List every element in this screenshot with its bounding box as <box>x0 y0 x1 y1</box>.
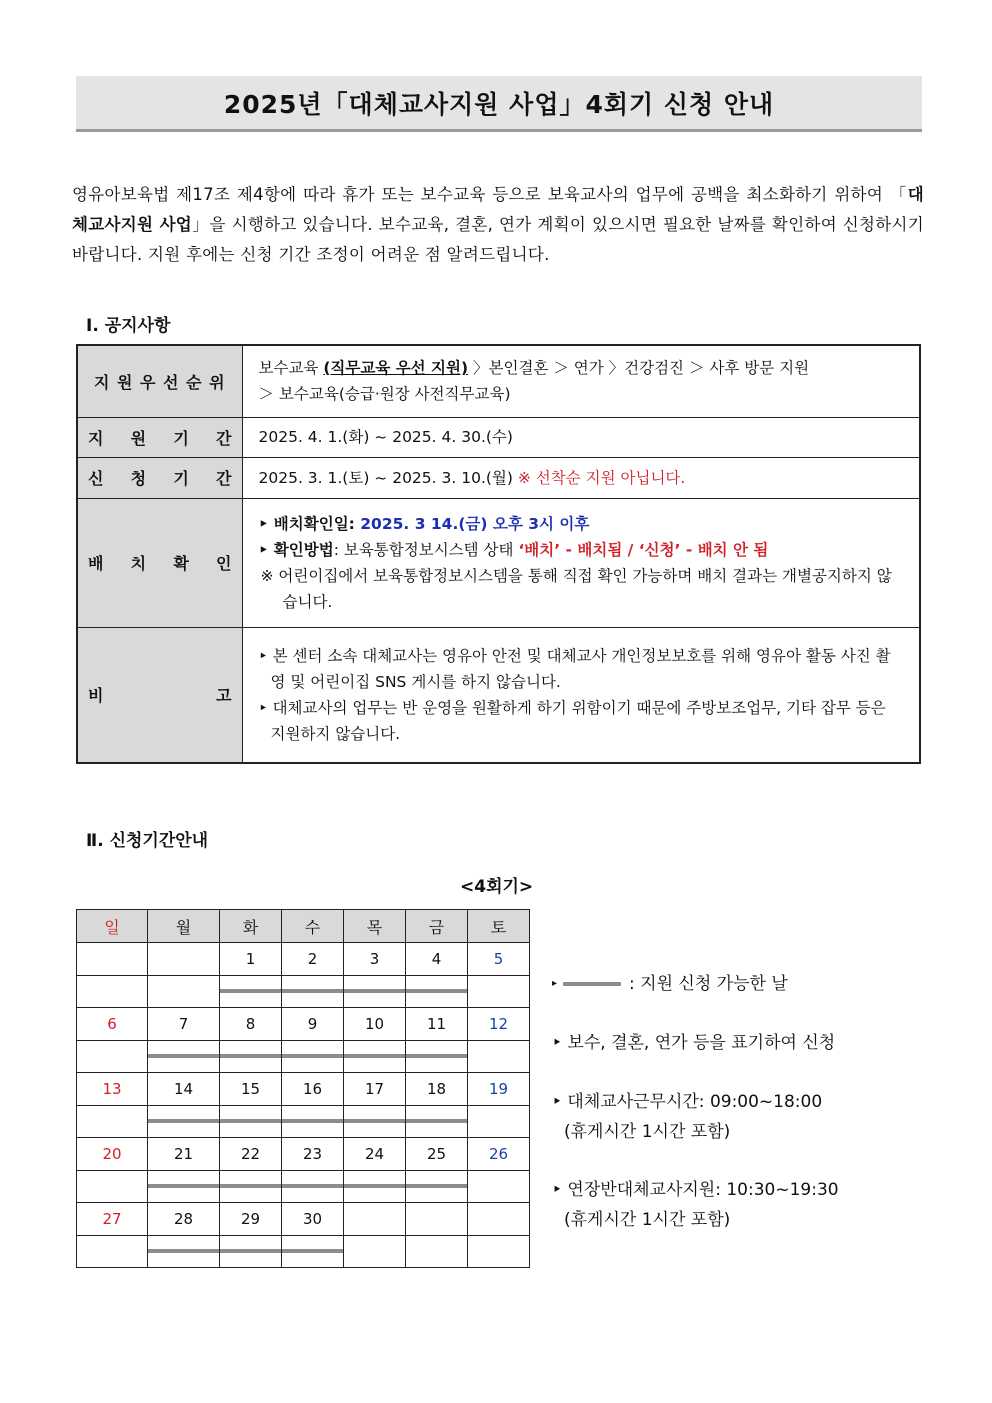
calendar-day-cell[interactable]: 29 <box>220 1203 282 1236</box>
calendar-mark-cell[interactable] <box>406 1236 468 1268</box>
calendar-day-cell[interactable] <box>406 1203 468 1236</box>
calendar-day-cell[interactable]: 28 <box>148 1203 220 1236</box>
label-apply-period <box>77 457 242 498</box>
calendar-mark-cell[interactable] <box>468 1171 530 1203</box>
calendar-day-cell[interactable]: 24 <box>344 1138 406 1171</box>
placement-method-text: : 보육통합정보시스템 상태 <box>333 540 519 559</box>
calendar-day-cell[interactable]: 27 <box>77 1203 148 1236</box>
intro-paragraph <box>72 180 924 270</box>
label-remarks <box>77 627 242 763</box>
calendar-body <box>77 943 530 1268</box>
calendar-mark-cell[interactable] <box>406 1041 468 1073</box>
remark-item-2: ‣ 대체교사의 업무는 반 운영을 원활하게 하기 위함이기 때문에 주방보조업무, 기타 잡무 등은 지원하지 않습니다. <box>258 698 886 743</box>
calendar-week-row <box>77 1008 530 1041</box>
calendar-mark-cell[interactable] <box>406 1106 468 1138</box>
calendar-table <box>76 909 530 1268</box>
calendar-day-cell[interactable]: 9 <box>282 1008 344 1041</box>
label-char: 고 <box>216 686 232 706</box>
calendar-mark-cell[interactable] <box>344 1171 406 1203</box>
priority-emphasis: (직무교육 우선 지원) <box>323 359 469 378</box>
calendar-mark-cell[interactable] <box>344 976 406 1008</box>
label-char: 기 <box>173 428 189 448</box>
label-char: 원 <box>130 428 147 448</box>
calendar-mark-cell[interactable] <box>282 1171 344 1203</box>
calendar-day-cell[interactable]: 6 <box>77 1008 148 1041</box>
calendar-day-cell[interactable]: 13 <box>77 1073 148 1106</box>
row-priority <box>77 345 920 417</box>
placement-date-label: ‣ 배치확인일: <box>258 514 361 533</box>
calendar-day-cell[interactable] <box>468 1203 530 1236</box>
available-day-line <box>148 1054 219 1058</box>
calendar-day-cell[interactable]: 4 <box>406 943 468 976</box>
value-placement <box>242 498 920 627</box>
available-day-line <box>406 1184 467 1188</box>
available-day-line <box>406 1054 467 1058</box>
calendar-mark-cell[interactable] <box>468 976 530 1008</box>
label-priority: 지 원 우 선 순 위 <box>77 345 242 417</box>
calendar-mark-cell[interactable] <box>406 1171 468 1203</box>
calendar-day-cell[interactable]: 3 <box>344 943 406 976</box>
row-apply-period <box>77 457 920 498</box>
priority-text: 보수교육 <box>258 359 324 378</box>
calendar-mark-cell[interactable] <box>148 1106 220 1138</box>
calendar-day-cell[interactable]: 11 <box>406 1008 468 1041</box>
calendar-day-cell[interactable]: 19 <box>468 1073 530 1106</box>
calendar-day-cell[interactable]: 20 <box>77 1138 148 1171</box>
calendar-day-cell[interactable]: 17 <box>344 1073 406 1106</box>
calendar-mark-cell[interactable] <box>148 1236 220 1268</box>
available-day-line <box>282 1119 343 1123</box>
intro-bold: 대체교사지원 사업 <box>72 185 924 234</box>
calendar-mark-row <box>77 1236 530 1268</box>
legend-available <box>552 969 788 999</box>
label-char: 확 <box>173 554 189 573</box>
calendar-mark-row <box>77 1106 530 1138</box>
legend-hours-text: ‣ 대체교사근무시간: 09:00~18:00 <box>552 1092 823 1112</box>
calendar-week-row <box>77 1073 530 1106</box>
calendar-week-row <box>77 943 530 976</box>
calendar-day-cell[interactable]: 2 <box>282 943 344 976</box>
triangle-bullet-icon: ▸ <box>552 978 558 989</box>
label-char: 치 <box>130 554 147 573</box>
calendar-mark-row <box>77 1041 530 1073</box>
label-char: 비 <box>88 686 104 706</box>
legend-available-text: : 지원 신청 가능한 날 <box>629 974 788 994</box>
available-day-line <box>344 1184 405 1188</box>
available-day-line <box>406 1119 467 1123</box>
label-char: 간 <box>216 428 232 448</box>
day-header-sat: 토 <box>468 910 530 943</box>
calendar-mark-cell[interactable] <box>220 1106 282 1138</box>
value-apply-period <box>242 457 920 498</box>
calendar-day-cell[interactable]: 25 <box>406 1138 468 1171</box>
legend-ext-note: (휴게시간 1시간 포함) <box>564 1210 731 1230</box>
legend-hours <box>552 1087 822 1147</box>
available-day-line <box>220 1054 281 1058</box>
calendar-header-row <box>77 910 530 943</box>
day-header-thu: 목 <box>344 910 406 943</box>
legend-hours-note: (휴게시간 1시간 포함) <box>564 1122 731 1142</box>
calendar-day-cell[interactable] <box>344 1203 406 1236</box>
available-day-line <box>148 1249 219 1253</box>
calendar-mark-cell[interactable] <box>148 1171 220 1203</box>
available-day-line <box>220 1249 281 1253</box>
day-header-mon: 월 <box>148 910 220 943</box>
calendar-day-cell[interactable]: 22 <box>220 1138 282 1171</box>
calendar-mark-cell[interactable] <box>468 1106 530 1138</box>
legend-ext-hours <box>552 1175 839 1235</box>
calendar-day-cell[interactable]: 26 <box>468 1138 530 1171</box>
calendar-day-cell[interactable]: 14 <box>148 1073 220 1106</box>
available-day-line <box>282 989 343 993</box>
row-support-period <box>77 417 920 457</box>
calendar-day-cell[interactable]: 10 <box>344 1008 406 1041</box>
calendar-day-cell[interactable] <box>148 943 220 976</box>
calendar-mark-cell[interactable] <box>468 1236 530 1268</box>
calendar-day-cell[interactable]: 18 <box>406 1073 468 1106</box>
calendar-day-cell[interactable]: 30 <box>282 1203 344 1236</box>
available-day-line <box>148 1119 219 1123</box>
calendar-mark-cell[interactable] <box>282 1041 344 1073</box>
calendar-mark-cell[interactable] <box>77 976 148 1008</box>
page-title: 2025년「대체교사지원 사업」4회기 신청 안내 <box>223 89 775 119</box>
label-char: 배 <box>88 554 104 573</box>
calendar-mark-cell[interactable] <box>148 1041 220 1073</box>
available-line-swatch <box>563 982 621 986</box>
value-priority <box>242 345 920 417</box>
section-notice-heading: Ⅰ. 공지사항 <box>86 316 171 336</box>
intro-text-1: 영유아보육법 제17조 제4항에 따라 휴가 또는 보수교육 등으로 보육교사의 업무에 공백을 최소화하기 위하여 「 <box>72 185 908 204</box>
section-schedule-heading: Ⅱ. 신청기간안내 <box>86 831 209 851</box>
calendar-mark-cell[interactable] <box>282 1106 344 1138</box>
priority-line2: ＞ 보수교육(승급·원장 사전직무교육) <box>258 385 511 404</box>
remark-item-1: ‣ 본 센터 소속 대체교사는 영유아 안전 및 대체교사 개인정보보호를 위해 영유아 활동 사진 촬영 및 어린이집 SNS 게시를 하지 않습니다. <box>258 646 891 691</box>
calendar-mark-cell[interactable] <box>77 1041 148 1073</box>
calendar-day-cell[interactable]: 16 <box>282 1073 344 1106</box>
placement-method-status: ‘배치’ - 배치됨 / ‘신청’ - 배치 안 됨 <box>518 540 769 559</box>
row-remarks <box>77 627 920 763</box>
day-header-sun: 일 <box>77 910 148 943</box>
calendar-week-row <box>77 1203 530 1236</box>
apply-period-note: ※ 선착순 지원 아닙니다. <box>517 468 686 487</box>
available-day-line <box>344 989 405 993</box>
label-char: 간 <box>216 469 232 488</box>
available-day-line <box>282 1249 343 1253</box>
label-char: 신 <box>88 469 104 488</box>
label-char: 청 <box>130 469 147 488</box>
calendar-mark-cell[interactable] <box>77 1106 148 1138</box>
calendar-mark-cell[interactable] <box>344 1041 406 1073</box>
value-remarks <box>242 627 920 763</box>
day-header-tue: 화 <box>220 910 282 943</box>
calendar-mark-cell[interactable] <box>344 1236 406 1268</box>
calendar-week-row <box>77 1138 530 1171</box>
calendar-day-cell[interactable]: 15 <box>220 1073 282 1106</box>
label-char: 기 <box>173 469 189 488</box>
calendar-day-cell[interactable]: 12 <box>468 1008 530 1041</box>
available-day-line <box>220 1119 281 1123</box>
apply-period-dates: 2025. 3. 1.(토) ~ 2025. 3. 10.(월) <box>258 468 518 487</box>
calendar-mark-cell[interactable] <box>344 1106 406 1138</box>
legend-ext-text: ‣ 연장반대체교사지원: 10:30~19:30 <box>552 1180 839 1200</box>
calendar-mark-row <box>77 1171 530 1203</box>
available-day-line <box>282 1054 343 1058</box>
calendar-mark-cell[interactable] <box>282 1236 344 1268</box>
available-day-line <box>282 1184 343 1188</box>
available-day-line <box>344 1054 405 1058</box>
calendar-title: <4회기> <box>460 877 534 897</box>
calendar-mark-cell[interactable] <box>220 976 282 1008</box>
day-header-fri: 금 <box>406 910 468 943</box>
intro-text-2: 」을 시행하고 있습니다. 보수교육, 결혼, 연가 계획이 있으시면 필요한 날짜를 확인하여 신청하시기 바랍니다. 지원 후에는 신청 기간 조정이 어려운 점 알려드립니다. <box>72 215 925 264</box>
label-support-period <box>77 417 242 457</box>
notice-table <box>76 344 921 764</box>
calendar-mark-row <box>77 976 530 1008</box>
calendar-mark-cell[interactable] <box>468 1041 530 1073</box>
calendar-day-cell[interactable]: 21 <box>148 1138 220 1171</box>
calendar-day-cell[interactable]: 23 <box>282 1138 344 1171</box>
calendar-mark-cell[interactable] <box>77 1236 148 1268</box>
calendar-mark-cell[interactable] <box>148 976 220 1008</box>
calendar-mark-cell[interactable] <box>77 1171 148 1203</box>
placement-remark: ※ 어린이집에서 보육통합정보시스템을 통해 직접 확인 가능하며 배치 결과는 개별공지하지 않습니다. <box>260 566 892 611</box>
day-header-wed: 수 <box>282 910 344 943</box>
calendar-mark-cell[interactable] <box>406 976 468 1008</box>
placement-method-label: ‣ 확인방법 <box>258 540 334 559</box>
row-placement <box>77 498 920 627</box>
label-placement <box>77 498 242 627</box>
priority-order: 〉본인결혼 ＞ 연가 〉건강검진 ＞ 사후 방문 지원 <box>468 359 810 378</box>
label-char: 인 <box>216 554 232 573</box>
label-char: 지 <box>88 428 104 448</box>
available-day-line <box>344 1119 405 1123</box>
available-day-line <box>220 1184 281 1188</box>
title-banner <box>76 76 922 132</box>
calendar-day-cell[interactable]: 1 <box>220 943 282 976</box>
calendar-mark-cell[interactable] <box>220 1236 282 1268</box>
calendar-day-cell[interactable]: 7 <box>148 1008 220 1041</box>
available-day-line <box>148 1184 219 1188</box>
legend-mark: ‣ 보수, 결혼, 연가 등을 표기하여 신청 <box>552 1033 836 1053</box>
calendar-day-cell[interactable]: 5 <box>468 943 530 976</box>
calendar-day-cell[interactable]: 8 <box>220 1008 282 1041</box>
calendar-day-cell[interactable] <box>77 943 148 976</box>
calendar-mark-cell[interactable] <box>282 976 344 1008</box>
value-support-period: 2025. 4. 1.(화) ~ 2025. 4. 30.(수) <box>242 417 920 457</box>
calendar-mark-cell[interactable] <box>220 1171 282 1203</box>
placement-date-value: 2025. 3 14.(금) 오후 3시 이후 <box>360 514 590 533</box>
available-day-line <box>406 989 467 993</box>
calendar-mark-cell[interactable] <box>220 1041 282 1073</box>
available-day-line <box>220 989 281 993</box>
